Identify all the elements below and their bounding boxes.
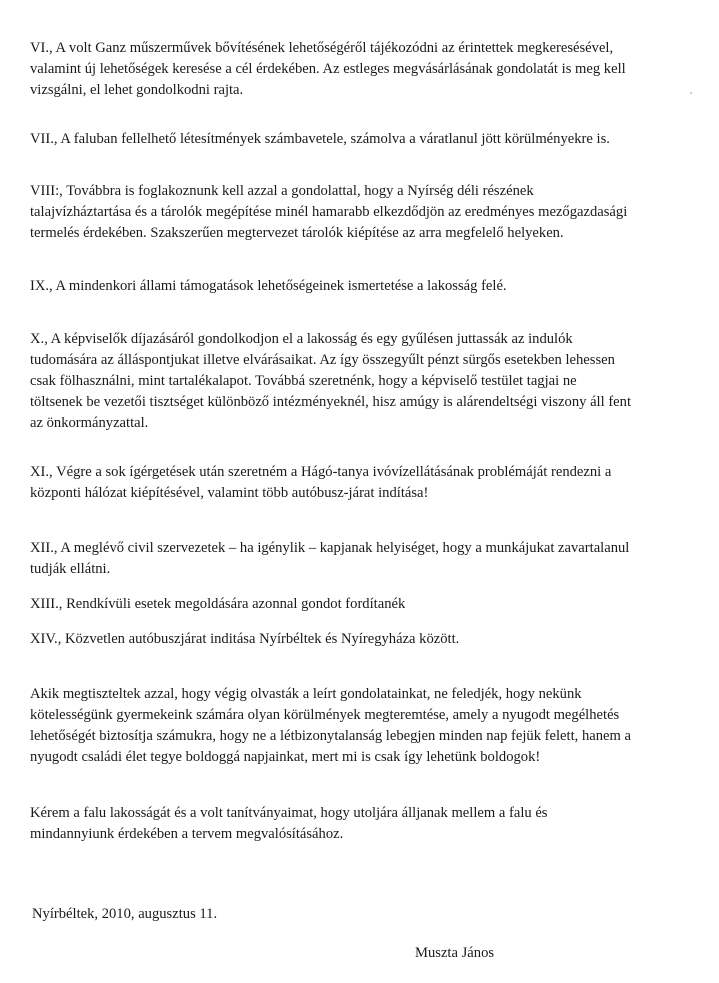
text-line: IX., A mindenkori állami támogatások lehetőségeinek ismertetése a lakosság felé.: [30, 278, 507, 294]
text-line: töltsenek be vezetői tisztséget különböző intézményeknél, hisz amúgy is alárendeltségi viszony áll fent: [30, 394, 632, 410]
text-line: Akik megtiszteltek azzal, hogy végig olvasták a leírt gondolatainkat, ne feledjék, hogy nekünk: [30, 686, 582, 702]
text-line: VI., A volt Ganz műszerművek bővítésének lehetőségéről tájékozódni az érintettek megkeresésével,: [30, 40, 614, 56]
text-line: VIII:, Továbbra is foglakoznunk kell azzal a gondolattal, hogy a Nyírség déli részének: [30, 183, 534, 199]
paragraph-vi: [30, 38, 702, 101]
paragraph-vii: [30, 129, 702, 150]
text-line: termelés érdekében. Szakszerűen megtervezet tárolók kiépítése az arra megfelelő helyeken.: [30, 225, 564, 241]
text-line: tudomására az álláspontjukat illetve elvárásaikat. Az így összegyűlt pénzt sürgős esetekben lehessen: [30, 352, 615, 368]
place-date: Nyírbéltek, 2010, augusztus 11.: [32, 906, 218, 922]
text-line: nyugodt családi élet tegye boldoggá napjainkat, mert mi is csak így lehetünk boldogok!: [30, 749, 541, 765]
text-line: XIII., Rendkívüli esetek megoldására azonnal gondot fordítanék: [30, 596, 406, 612]
text-line: VII., A faluban fellelhető létesítmények számbavetele, számolva a váratlanul jött körülményekre is.: [30, 131, 610, 147]
paragraph-xii: [30, 538, 702, 580]
text-line: XII., A meglévő civil szervezetek – ha igénylik – kapjanak helyiséget, hogy a munkájukat zavartalanul: [30, 540, 630, 556]
paragraph-xiv: [30, 629, 702, 650]
text-line: központi hálózat kiépítésével, valamint több autóbusz-járat indítása!: [30, 485, 429, 501]
text-line: mindannyiunk érdekében a tervem megvalósításához.: [30, 826, 344, 842]
text-line: az önkormányzattal.: [30, 415, 149, 431]
paragraph-xiii: [30, 594, 702, 615]
paragraph-x: [30, 329, 702, 434]
text-line: lehetőségét biztosítja számukra, hogy ne a létbizonytalanság lebegjen minden nap fejük felett, hanem a: [30, 728, 631, 744]
paragraph-ix: [30, 276, 702, 297]
paragraph-closing: [30, 684, 702, 768]
signature-name: Muszta János: [415, 945, 495, 961]
paragraph-xi: [30, 462, 702, 504]
text-line: X., A képviselők díjazásáról gondolkodjon el a lakosság és egy gyűlésen juttassák az indulók: [30, 331, 573, 347]
text-line: XI., Végre a sok ígérgetések után szeretném a Hágó-tanya ivóvízellátásának problémáját rendezni a: [30, 464, 612, 480]
text-line: kötelességünk gyermekeink számára olyan körülmények megteremtése, amely a nyugodt megélhetés: [30, 707, 620, 723]
text-line: csak fölhasználni, mint tartalékalapot. Továbbá szeretnénk, hogy a képviselő testület tagjai ne: [30, 373, 577, 389]
paragraph-viii: [30, 181, 702, 244]
text-line: tudják ellátni.: [30, 561, 111, 577]
text-line: XIV., Közvetlen autóbuszjárat inditása Nyírbéltek és Nyíregyháza között.: [30, 631, 460, 647]
text-line: vizsgálni, el lehet gondolkodni rajta.: [30, 82, 244, 98]
paragraph-appeal: [30, 803, 702, 845]
text-line: talajvízháztartása és a tárolók megépítése minél hamarabb elkezdődjön az eredményes mezőgazdasági: [30, 204, 628, 220]
text-line: Kérem a falu lakosságát és a volt tanítványaimat, hogy utoljára álljanak mellem a falu és: [30, 805, 548, 821]
text-line: valamint új lehetőségek keresése a cél érdekében. Az estleges megvásárlásának gondolatát is meg kell: [30, 61, 626, 77]
